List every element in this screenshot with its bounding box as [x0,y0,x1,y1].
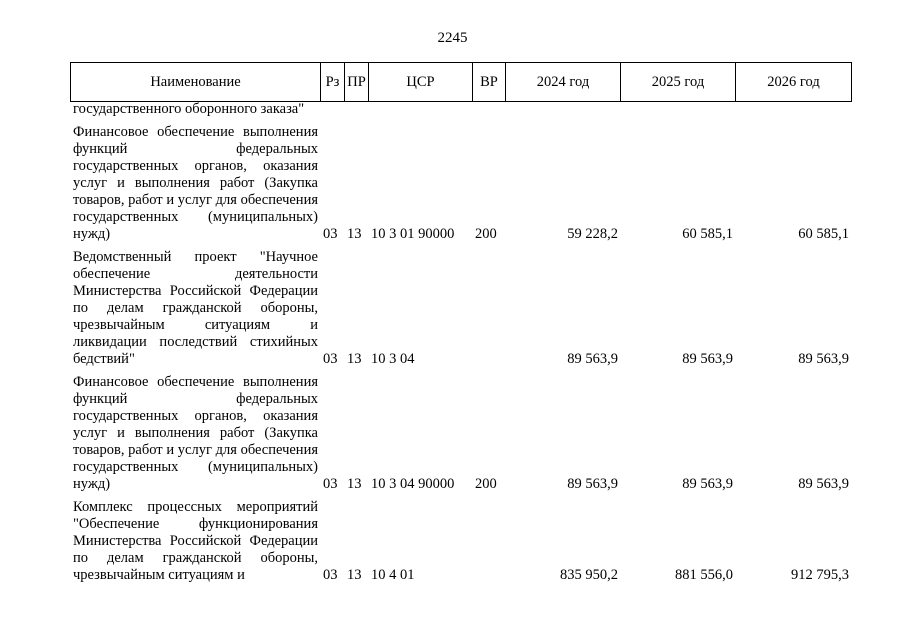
row-2024: 89 563,9 [567,351,618,367]
row-2025: 89 563,9 [682,476,733,492]
row-name: Ведомственный проект "Научное обеспечение деятельности Министерства Российской Федерации по делам гражданской обороны, чрезвычайным ситуациям и ликвидации последствий стихийных бедствий" [73,249,318,367]
header-vr: ВР [473,63,506,102]
row-2024: 835 950,2 [560,567,618,583]
row-csr: 10 3 04 90000 [371,476,455,492]
row-csr: 10 4 01 [371,567,415,583]
row-rz [320,101,344,124]
header-name: Наименование [71,63,321,102]
row-rz: 03 [323,351,338,367]
row-csr: 10 3 04 [371,351,415,367]
header-2024: 2024 год [506,63,621,102]
table-header [70,62,852,102]
row-2026 [735,101,851,124]
row-2025: 881 556,0 [675,567,733,583]
row-rz: 03 [323,476,338,492]
table-row [70,499,851,584]
row-2026: 60 585,1 [798,226,849,242]
header-csr: ЦСР [369,63,473,102]
row-2024 [505,101,620,124]
row-name: Комплекс процессных мероприятий "Обеспечение функционирования Министерства Российской Федерации по делам гражданской обороны, чрезвычайным ситуациям и [73,499,318,583]
header-rz: Рз [321,63,345,102]
row-2025: 60 585,1 [682,226,733,242]
page-number: 2245 [437,30,468,46]
row-name: Финансовое обеспечение выполнения функций федеральных государственных органов, оказания услуг и выполнения работ (Закупка товаров, работ и услуг для обеспечения государственных (муниципальных) нужд) [73,124,318,242]
row-pr: 13 [347,351,362,367]
row-2024: 59 228,2 [567,226,618,242]
row-name: государственного оборонного заказа" [73,101,305,117]
table-row [70,249,851,374]
row-rz: 03 [323,567,338,583]
row-vr: 200 [475,226,497,242]
header-row [71,63,852,102]
row-pr: 13 [347,476,362,492]
row-pr: 13 [347,226,362,242]
table-row [70,124,851,249]
row-2024: 89 563,9 [567,476,618,492]
row-2025: 89 563,9 [682,351,733,367]
row-vr [472,249,505,374]
table-row [70,101,851,124]
row-vr [472,499,505,584]
row-pr [344,101,368,124]
header-pr: ПР [345,63,369,102]
row-2026: 912 795,3 [791,567,849,583]
row-vr [472,101,505,124]
row-vr: 200 [475,476,497,492]
row-2026: 89 563,9 [798,476,849,492]
header-2026: 2026 год [736,63,852,102]
row-name: Финансовое обеспечение выполнения функций федеральных государственных органов, оказания услуг и выполнения работ (Закупка товаров, работ и услуг для обеспечения государственных (муниципальных) нужд) [73,374,318,492]
table-row [70,374,851,499]
row-rz: 03 [323,226,338,242]
row-2026: 89 563,9 [798,351,849,367]
row-2025 [620,101,735,124]
row-csr: 10 3 01 90000 [371,226,455,242]
row-csr [368,101,472,124]
header-2025: 2025 год [621,63,736,102]
row-pr: 13 [347,567,362,583]
table-body [70,101,851,584]
